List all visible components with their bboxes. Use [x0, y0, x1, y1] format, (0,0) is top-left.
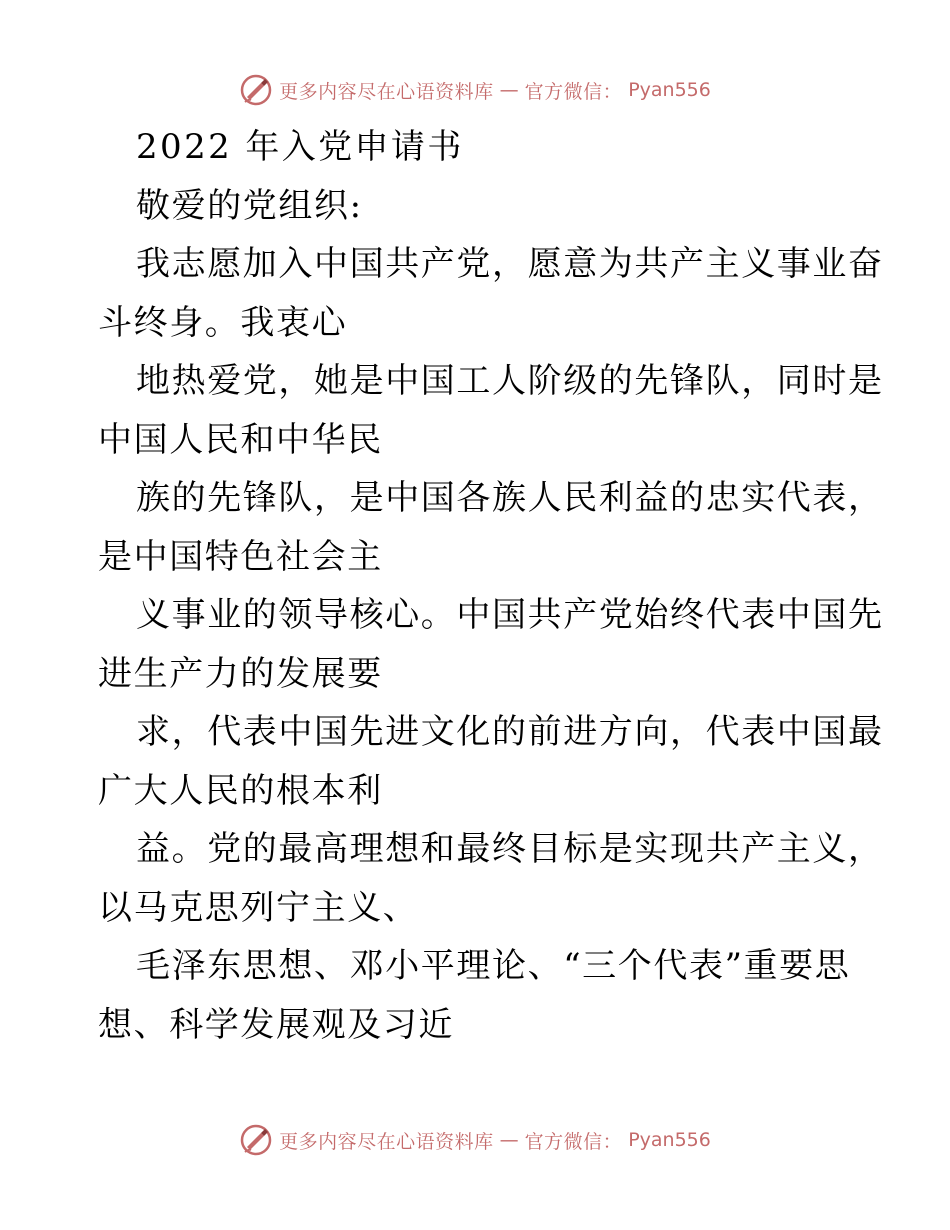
- footer-watermark: [0, 1120, 950, 1160]
- text-line: 斗终身。我衷心: [98, 302, 348, 343]
- watermark-separator: —: [499, 79, 519, 101]
- text-line: 义事业的领导核心。中国共产党始终代表中国先: [136, 595, 884, 635]
- document-body: [98, 118, 884, 1054]
- text-line: 地热爱党，她是中国工人阶级的先锋队，同时是: [136, 361, 884, 401]
- watermark-sub-text: 官方微信：: [524, 1130, 623, 1153]
- text-line: 想、科学发展观及习近: [98, 1004, 454, 1045]
- header-watermark: [0, 70, 950, 110]
- text-line: 我志愿加入中国共产党，愿意为共产主义事业奋: [136, 244, 884, 284]
- text-line: 求，代表中国先进文化的前进方向，代表中国最: [136, 712, 884, 752]
- text-line: 毛泽东思想、邓小平理论、“三个代表”重要思: [136, 946, 851, 986]
- text-line: 中国人民和中华民: [98, 419, 383, 460]
- text-line: 以马克思列宁主义、: [98, 887, 419, 928]
- text-line: 广大人民的根本利: [98, 770, 383, 811]
- text-line: 益。党的最高理想和最终目标是实现共产主义，: [136, 829, 884, 869]
- watermark-separator: —: [499, 1129, 519, 1151]
- text-line: 敬爱的党组织:: [136, 185, 363, 226]
- watermark-sub-text: 官方微信：: [524, 80, 623, 103]
- watermark-main-text: 更多内容尽在心语资料库: [279, 80, 494, 103]
- text-line: 是中国特色社会主: [98, 536, 383, 577]
- watermark-id: Pyan556: [628, 1129, 711, 1151]
- text-line: 进生产力的发展要: [98, 653, 383, 694]
- watermark-id: Pyan556: [628, 79, 711, 101]
- pen-logo-icon: [239, 73, 273, 107]
- pen-logo-icon: [239, 1123, 273, 1157]
- watermark-main-text: 更多内容尽在心语资料库: [279, 1130, 494, 1153]
- text-line: 族的先锋队，是中国各族人民利益的忠实代表，: [136, 478, 884, 518]
- document-title: 2022 年入党申请书: [136, 127, 464, 167]
